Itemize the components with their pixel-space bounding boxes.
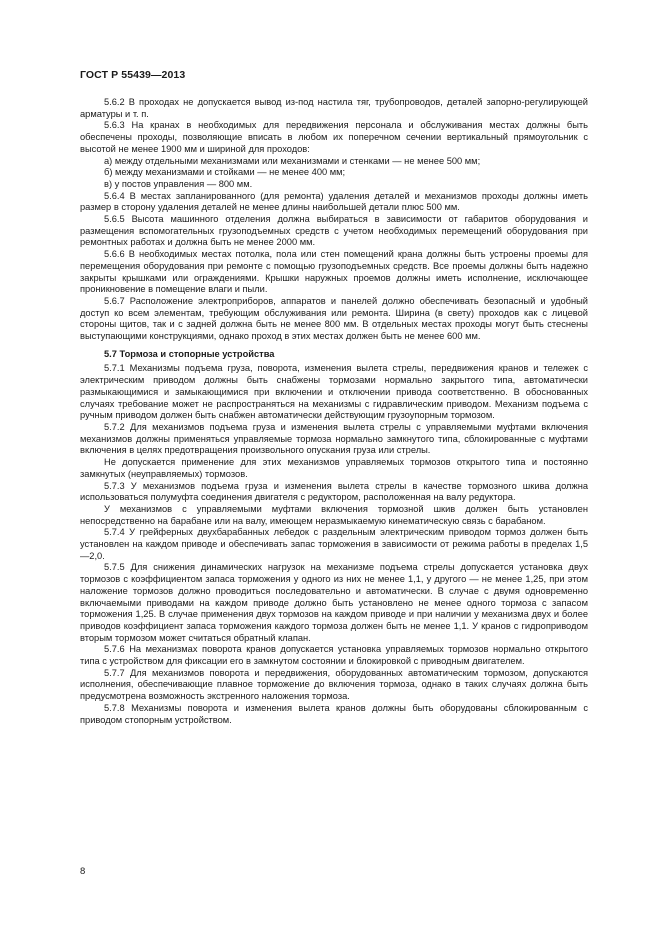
- paragraph-5-7-3-cont: У механизмов с управляемыми муфтами включения тормозной шкив должен быть установлен непосредственно на барабане или на валу, имеющем неразмыкаемую кинематическую связь с барабаном.: [80, 503, 588, 526]
- document-header: ГОСТ Р 55439—2013: [80, 69, 186, 81]
- list-item-v: в) у постов управления — 800 мм.: [104, 178, 253, 189]
- paragraph-5-7-6: 5.7.6 На механизмах поворота кранов допускается установка управляемых тормозов нормально открытого типа с устройством для фиксации его в замкнутом состоянии и блокировкой с приводным двигателем.: [80, 644, 588, 667]
- paragraph-5-6-2: 5.6.2 В проходах не допускается вывод из-под настила тяг, трубопроводов, деталей запорно-регулирующей арматуры и т. п.: [80, 97, 588, 119]
- paragraph-5-6-3: 5.6.3 На кранах в необходимых для передвижения персонала и обслуживания местах должны быть обеспечены проходы, позволяющие вписать в любом их поперечном сечении вертикальный прямоугольник с высотой не менее 1900 мм и шириной для проходов:: [80, 120, 588, 154]
- paragraph-5-7-2: 5.7.2 Для механизмов подъема груза и изменения вылета стрелы с управляемыми муфтами включения механизмов должны применяться управляемые тормоза нормально замкнутого типа, сблокированные с муфтами включения в целях предотвращения произвольного опускания груза или стрелы.: [80, 421, 588, 456]
- paragraph-5-7-3: 5.7.3 У механизмов подъема груза и изменения вылета стрелы в качестве тормозного шкива должна использоваться полумуфта соединения двигателя с редуктором, расположенная на валу редуктора.: [80, 480, 588, 503]
- paragraph-5-6-4: 5.6.4 В местах запланированного (для ремонта) удаления деталей и механизмов проходы должны иметь размер в сторону удаления деталей не менее длины наибольшей детали плюс 500 мм.: [80, 190, 588, 213]
- paragraph-5-6-5: 5.6.5 Высота машинного отделения должна выбираться в зависимости от габаритов оборудования и размещения вспомогательных грузоподъемных средств с учетом необходимых перемещений оборудования при ремонтных работах и должна быть не менее 2000 мм.: [80, 214, 588, 248]
- list-item-a: а) между отдельными механизмами или механизмами и стенками — не менее 500 мм;: [104, 155, 481, 166]
- paragraph-5-7-7: 5.7.7 Для механизмов поворота и передвижения, оборудованных автоматическим тормозом, допускаются исполнения, обеспечивающие плавное торможение до включения тормоза, однако в таких случаях должна быть предусмотрена возможность экстренного наложения тормоза.: [80, 667, 588, 702]
- paragraph-5-7-1: 5.7.1 Механизмы подъема груза, поворота, изменения вылета стрелы, передвижения кранов и тележек с электрическим приводом должны быть снабжены тормозами нормально закрытого типа, автоматически размыкающимися и замыкающимися при включении и отключении привода соответственно. В обоснованных случаях требование может не распространяться на механизмы с гидравлическим приводом. Механизм подъема с ручным приводом должен быть снабжен автоматически действующим грузоупорным тормозом.: [80, 363, 588, 421]
- page-number: 8: [80, 866, 86, 877]
- paragraph-5-7-2-cont: Не допускается применение для этих механизмов управляемых тормозов открытого типа и постоянно замкнутых (неуправляемых) тормозов.: [80, 457, 588, 479]
- paragraph-5-6-6: 5.6.6 В необходимых местах потолка, пола или стен помещений крана должны быть устроены проемы для перемещения оборудования при ремонте с помощью грузоподъемных средств. Все проемы должны быть надежно закрыты крышками или ограждениями. Крышки наружных проемов должны иметь исполнение, исключающее проникновение в помещение влаги и пыли.: [80, 249, 588, 295]
- section-heading-5-7: 5.7 Тормоза и стопорные устройства: [104, 348, 275, 359]
- paragraph-5-7-8: 5.7.8 Механизмы поворота и изменения вылета кранов должны быть оборудованы сблокированным с приводом стопорным устройством.: [80, 702, 588, 725]
- document-body: [80, 97, 588, 726]
- paragraph-5-7-4: 5.7.4 У грейферных двухбарабанных лебедок с раздельным электрическим приводом тормоз должен быть установлен на каждом приводе и обеспечивать запас торможения в зависимости от режима работы в пределах 1,5—2,0.: [80, 527, 588, 561]
- paragraph-5-6-7: 5.6.7 Расположение электроприборов, аппаратов и панелей должно обеспечивать безопасный и удобный доступ ко всем элементам, требующим обслуживания или ремонта. Ширина (в свету) проходов как с лицевой стороны щитов, так и с задней должна быть не менее 800 мм. В отдельных местах проходы могут быть стеснены выступающими конструкциями, однако проход в этих местах должен быть не менее 600 мм.: [80, 295, 588, 342]
- paragraph-5-7-5: 5.7.5 Для снижения динамических нагрузок на механизме подъема стрелы допускается установка двух тормозов с коэффициентом запаса торможения у одного из них не менее 1,1, у другого — не менее 1,25, при этом наложение тормозов должно проводиться последовательно и автоматически. В случае с двумя одновременно включаемыми приводами на каждом приводе должно быть установлено не менее одного тормоза с запасом торможения 1,25. В случае применения двух тормозов на каждом приводе и при наличии у механизма двух и более приводов коэффициент запаса торможения каждого тормоза должен быть не менее 1,1. У кранов с гидроприводом вторым тормозом может считаться обратный клапан.: [80, 562, 588, 643]
- list-item-b: б) между механизмами и стойками — не менее 400 мм;: [104, 167, 346, 178]
